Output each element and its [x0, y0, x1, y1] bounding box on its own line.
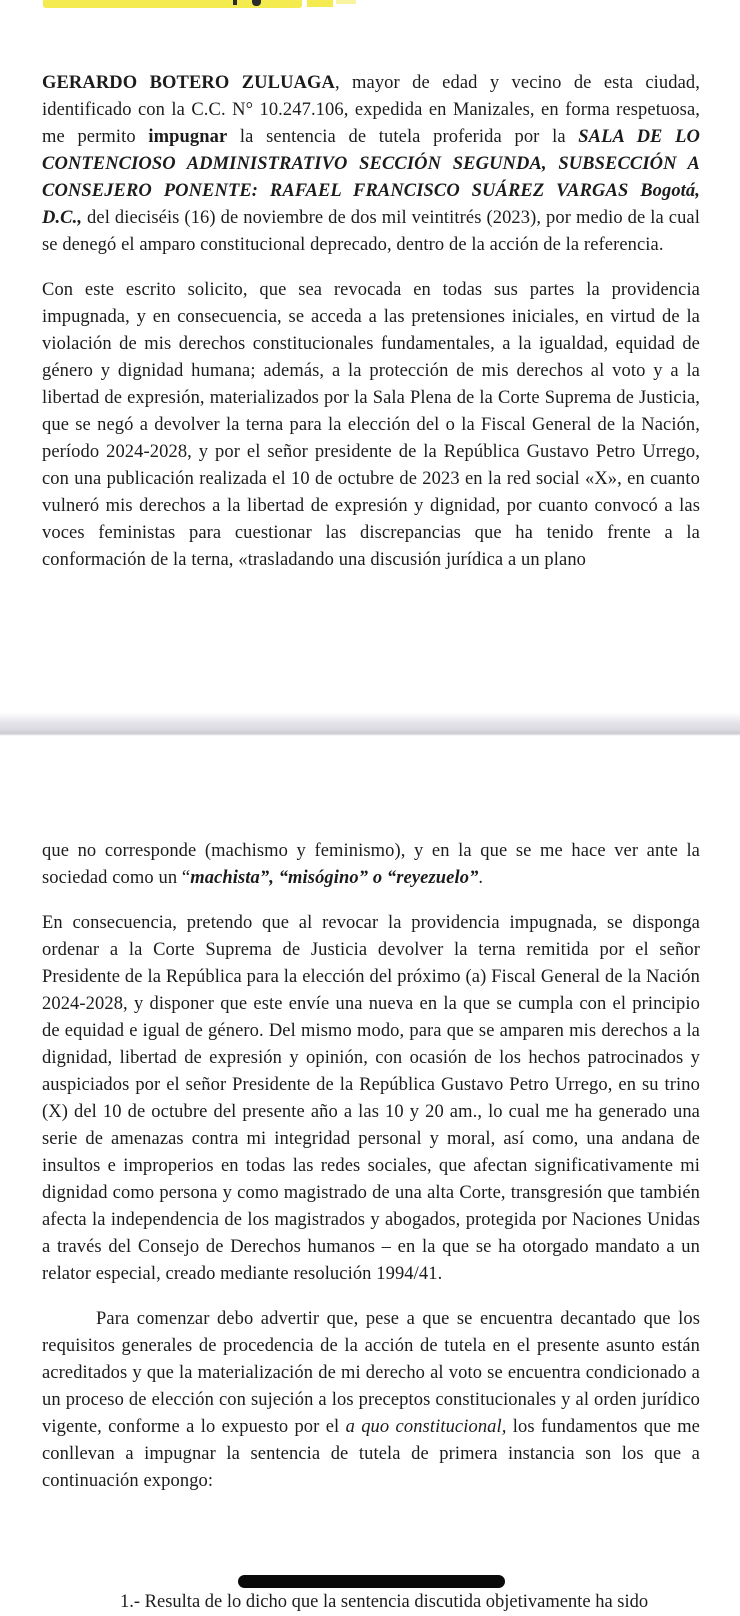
text-run: machista”, “misógino” o “reyezuelo” [190, 868, 479, 888]
top-highlight-fade [336, 0, 356, 4]
paragraph-consequence [42, 910, 700, 1288]
paragraph-petition-end [42, 838, 700, 892]
document-page-1 [42, 70, 700, 574]
text-run: los fundamentos que me conllevan a impugnar la sentencia de tutela de primera instancia son los que a continuación expongo: [42, 1417, 700, 1491]
text-run: En consecuencia, pretendo que al revocar la providencia impugnada, se disponga ordenar a la Corte Suprema de Justicia devolver la terna remitida por el señor Presidente de la República para la elección del próximo (a) Fiscal General de la Nación 2024-2028, y disponer que este envíe una nueva en la que se cumpla con el principio de equidad e igual de género. Del mismo modo, para que se amparen mis derechos a la dignidad, libertad de expresión y opinión, con ocasión de los hechos patrocinados y auspiciados por el señor Presidente de la República Gustavo Petro Urrego, en su trino (X) del 10 de octubre del presente año a las 10 y 20 am., lo cual me ha generado una serie de amenazas contra mi integridad personal y moral, así como, una andana de insultos e improperios en todas las redes sociales, que afectan significativamente mi dignidad como persona y como magistrado de una alta Corte, transgresión que también afecta la independencia de los magistrados y abogados, protegida por Naciones Unidas a través del Consejo de Derechos humanos – en la que se ha otorgado mandato a un relator especial, creado mediante resolución 1994/41. [42, 913, 700, 1284]
text-run: SALA DE LO CONTENCIOSO ADMINISTRATIVO SECCIÓN SEGUNDA, SUBSECCIÓN A CONSEJERO PONENTE: RAFAEL FRANCISCO SUÁREZ VARGAS Bogotá, D.C., [42, 127, 700, 228]
paragraph-para-comenzar [42, 1306, 700, 1495]
text-run: del dieciséis (16) de noviembre de dos mil veintitrés (2023), por medio de la cual se denegó el amparo constitucional deprecado, dentro de la acción de la referencia. [42, 208, 700, 255]
top-highlight [43, 0, 302, 8]
top-highlight-segment [307, 0, 333, 7]
document-page-2 [42, 838, 700, 1495]
text-run: la sentencia de tutela proferida por la [227, 127, 579, 147]
clipped-bottom-line [42, 1589, 700, 1612]
paragraph-intro [42, 70, 700, 259]
text-run: , mayor de edad y vecino de esta ciudad, identificado con la C.C. N° 10.247.106, expedida en Manizales, en forma respetuosa, me permito [42, 73, 700, 147]
text-run: a quo constitucional, [345, 1417, 507, 1437]
text-run: GERARDO BOTERO ZULUAGA [42, 73, 335, 93]
text-run: que no corresponde (machismo y feminismo), y en la que se me hace ver ante la sociedad como un “ [42, 841, 700, 888]
text-run: . [478, 868, 484, 888]
redaction-bar [238, 1575, 505, 1588]
page-break-separator [0, 712, 740, 736]
highlight-letter-descender [233, 0, 237, 5]
text-run: Para comenzar debo advertir que, pese a que se encuentra decantado que los requisitos generales de procedencia de la acción de tutela en el presente asunto están acreditados y que la materialización de mi derecho al voto se encuentra condicionado a un proceso de elección con sujeción a los preceptos constitucionales y al orden jurídico vigente, conforme a lo expuesto por el [42, 1309, 700, 1437]
text-run: impugnar [148, 127, 228, 147]
text-run: Con este escrito solicito, que sea revocada en todas sus partes la providencia impugnada, y en consecuencia, se acceda a las pretensiones iniciales, en virtud de la violación de mis derechos constitucionales fundamentales, a la igualdad, equidad de género y dignidad humana; además, a la protección de mis derechos al voto y a la libertad de expresión, materializados por la Sala Plena de la Corte Suprema de Justicia, que se negó a devolver la terna para la elección del o la Fiscal General de la Nación, período 2024-2028, y por el señor presidente de la República Gustavo Petro Urrego, con una publicación realizada el 10 de octubre de 2023 en la red social «X», en cuanto vulneró mis derechos a la libertad de expresión y dignidad, por cuanto convocó a las voces feministas para cuestionar las discrepancias que ha tenido frente a la conformación de la terna, «trasladando una discusión jurídica a un plano [42, 280, 700, 570]
clipped-bottom-line-text: 1.- Resulta de lo dicho que la sentencia discutida objetivamente ha sido [120, 1592, 649, 1612]
paragraph-petition-start [42, 277, 700, 574]
